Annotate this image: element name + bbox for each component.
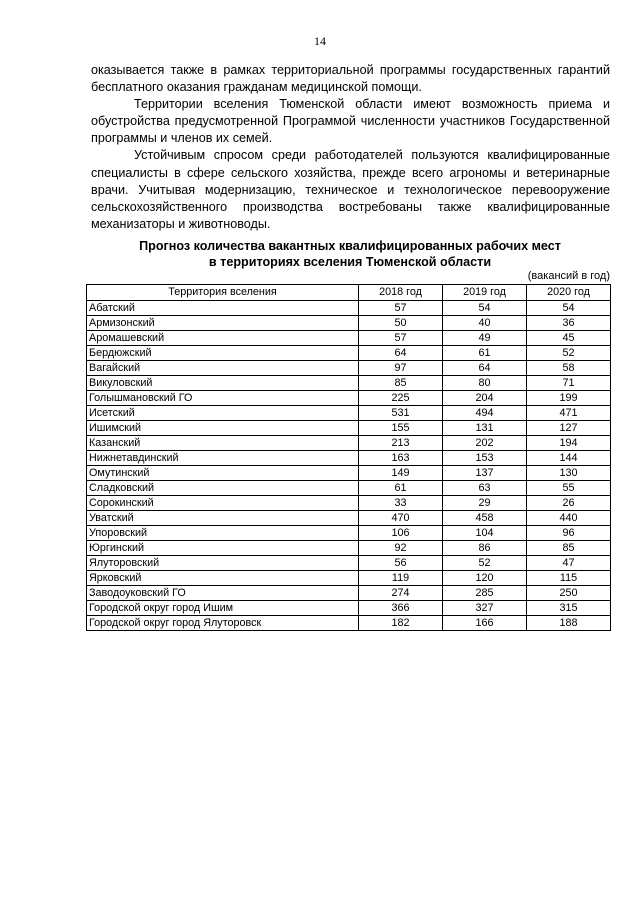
value-2019-cell: 80 — [443, 376, 527, 391]
table-row — [87, 361, 611, 376]
table-row — [87, 316, 611, 331]
territory-cell: Юргинский — [87, 541, 359, 556]
table-row — [87, 571, 611, 586]
table-header-row — [87, 285, 611, 301]
value-2019-cell: 49 — [443, 331, 527, 346]
header-2020: 2020 год — [527, 285, 611, 301]
value-2018-cell: 225 — [359, 391, 443, 406]
value-2020-cell: 52 — [527, 346, 611, 361]
table-row — [87, 511, 611, 526]
territory-cell: Исетский — [87, 406, 359, 421]
value-2018-cell: 470 — [359, 511, 443, 526]
value-2019-cell: 494 — [443, 406, 527, 421]
territory-cell: Уватский — [87, 511, 359, 526]
table-row — [87, 436, 611, 451]
value-2020-cell: 471 — [527, 406, 611, 421]
value-2020-cell: 58 — [527, 361, 611, 376]
value-2019-cell: 153 — [443, 451, 527, 466]
territory-cell: Ишимский — [87, 421, 359, 436]
value-2018-cell: 213 — [359, 436, 443, 451]
territory-cell: Омутинский — [87, 466, 359, 481]
value-2018-cell: 163 — [359, 451, 443, 466]
value-2020-cell: 26 — [527, 496, 611, 511]
territory-cell: Абатский — [87, 301, 359, 316]
header-territory: Территория вселения — [87, 285, 359, 301]
table-row — [87, 451, 611, 466]
value-2019-cell: 61 — [443, 346, 527, 361]
value-2020-cell: 71 — [527, 376, 611, 391]
value-2020-cell: 440 — [527, 511, 611, 526]
value-2018-cell: 155 — [359, 421, 443, 436]
value-2018-cell: 92 — [359, 541, 443, 556]
table-row — [87, 526, 611, 541]
table-title-line-1: Прогноз количества вакантных квалифицированных рабочих мест — [139, 239, 561, 253]
table-row — [87, 601, 611, 616]
territory-cell: Ялуторовский — [87, 556, 359, 571]
value-2018-cell: 56 — [359, 556, 443, 571]
value-2018-cell: 106 — [359, 526, 443, 541]
value-2020-cell: 315 — [527, 601, 611, 616]
territory-cell: Ярковский — [87, 571, 359, 586]
value-2020-cell: 45 — [527, 331, 611, 346]
value-2020-cell: 47 — [527, 556, 611, 571]
value-2019-cell: 166 — [443, 616, 527, 631]
territory-cell: Заводоуковский ГО — [87, 586, 359, 601]
value-2019-cell: 54 — [443, 301, 527, 316]
territory-cell: Казанский — [87, 436, 359, 451]
value-2018-cell: 149 — [359, 466, 443, 481]
territory-cell: Бердюжский — [87, 346, 359, 361]
value-2019-cell: 40 — [443, 316, 527, 331]
value-2018-cell: 50 — [359, 316, 443, 331]
value-2019-cell: 131 — [443, 421, 527, 436]
value-2018-cell: 97 — [359, 361, 443, 376]
value-2020-cell: 188 — [527, 616, 611, 631]
vacancies-table — [86, 284, 611, 631]
value-2020-cell: 54 — [527, 301, 611, 316]
value-2019-cell: 137 — [443, 466, 527, 481]
value-2020-cell: 36 — [527, 316, 611, 331]
value-2020-cell: 85 — [527, 541, 611, 556]
value-2019-cell: 104 — [443, 526, 527, 541]
territory-cell: Городской округ город Ялуторовск — [87, 616, 359, 631]
value-2018-cell: 33 — [359, 496, 443, 511]
table-row — [87, 466, 611, 481]
table-row — [87, 541, 611, 556]
value-2020-cell: 199 — [527, 391, 611, 406]
table-row — [87, 481, 611, 496]
value-2019-cell: 285 — [443, 586, 527, 601]
value-2019-cell: 52 — [443, 556, 527, 571]
territory-cell: Сладковский — [87, 481, 359, 496]
value-2018-cell: 57 — [359, 301, 443, 316]
territory-cell: Сорокинский — [87, 496, 359, 511]
table-row — [87, 496, 611, 511]
table-row — [87, 376, 611, 391]
value-2019-cell: 204 — [443, 391, 527, 406]
body-text — [91, 62, 610, 233]
value-2019-cell: 120 — [443, 571, 527, 586]
header-2018: 2018 год — [359, 285, 443, 301]
territory-cell: Упоровский — [87, 526, 359, 541]
value-2018-cell: 64 — [359, 346, 443, 361]
value-2020-cell: 96 — [527, 526, 611, 541]
value-2020-cell: 55 — [527, 481, 611, 496]
table-row — [87, 346, 611, 361]
value-2018-cell: 61 — [359, 481, 443, 496]
territory-cell: Викуловский — [87, 376, 359, 391]
table-units: (вакансий в год) — [527, 270, 610, 282]
table-row — [87, 391, 611, 406]
territory-cell: Аромашевский — [87, 331, 359, 346]
paragraph-3: Устойчивым спросом среди работодателей пользуются квалифицированные специалисты в сфере сельского хозяйства, прежде всего агрономы и ветеринарные врачи. Учитывая модернизацию, техническое и технологическое перевооружение сельскохозяйственного производства востребованы также квалифицированные механизаторы и животноводы. — [91, 148, 610, 231]
territory-cell: Голышмановский ГО — [87, 391, 359, 406]
value-2018-cell: 274 — [359, 586, 443, 601]
value-2020-cell: 144 — [527, 451, 611, 466]
value-2018-cell: 366 — [359, 601, 443, 616]
value-2020-cell: 194 — [527, 436, 611, 451]
value-2018-cell: 531 — [359, 406, 443, 421]
table-row — [87, 586, 611, 601]
table-title — [60, 238, 640, 270]
territory-cell: Армизонский — [87, 316, 359, 331]
value-2018-cell: 85 — [359, 376, 443, 391]
value-2019-cell: 64 — [443, 361, 527, 376]
table-row — [87, 406, 611, 421]
table-row — [87, 331, 611, 346]
value-2019-cell: 458 — [443, 511, 527, 526]
value-2019-cell: 327 — [443, 601, 527, 616]
value-2020-cell: 250 — [527, 586, 611, 601]
table-row — [87, 556, 611, 571]
value-2018-cell: 57 — [359, 331, 443, 346]
value-2020-cell: 115 — [527, 571, 611, 586]
territory-cell: Вагайский — [87, 361, 359, 376]
value-2019-cell: 86 — [443, 541, 527, 556]
table-row — [87, 421, 611, 436]
value-2019-cell: 29 — [443, 496, 527, 511]
value-2020-cell: 130 — [527, 466, 611, 481]
header-2019: 2019 год — [443, 285, 527, 301]
table-body — [87, 301, 611, 631]
territory-cell: Городской округ город Ишим — [87, 601, 359, 616]
table-row — [87, 301, 611, 316]
paragraph-2: Территории вселения Тюменской области имеют возможность приема и обустройства предусмотренной Программой численности участников Государственной программы и членов их семей. — [91, 97, 610, 146]
table-title-line-2: в территориях вселения Тюменской области — [208, 255, 492, 269]
paragraph-1: оказывается также в рамках территориальной программы государственных гарантий бесплатного оказания гражданам медицинской помощи. — [91, 63, 610, 95]
value-2020-cell: 127 — [527, 421, 611, 436]
value-2018-cell: 119 — [359, 571, 443, 586]
value-2018-cell: 182 — [359, 616, 443, 631]
page-number: 14 — [314, 34, 326, 48]
value-2019-cell: 202 — [443, 436, 527, 451]
table-row — [87, 616, 611, 631]
value-2019-cell: 63 — [443, 481, 527, 496]
territory-cell: Нижнетавдинский — [87, 451, 359, 466]
